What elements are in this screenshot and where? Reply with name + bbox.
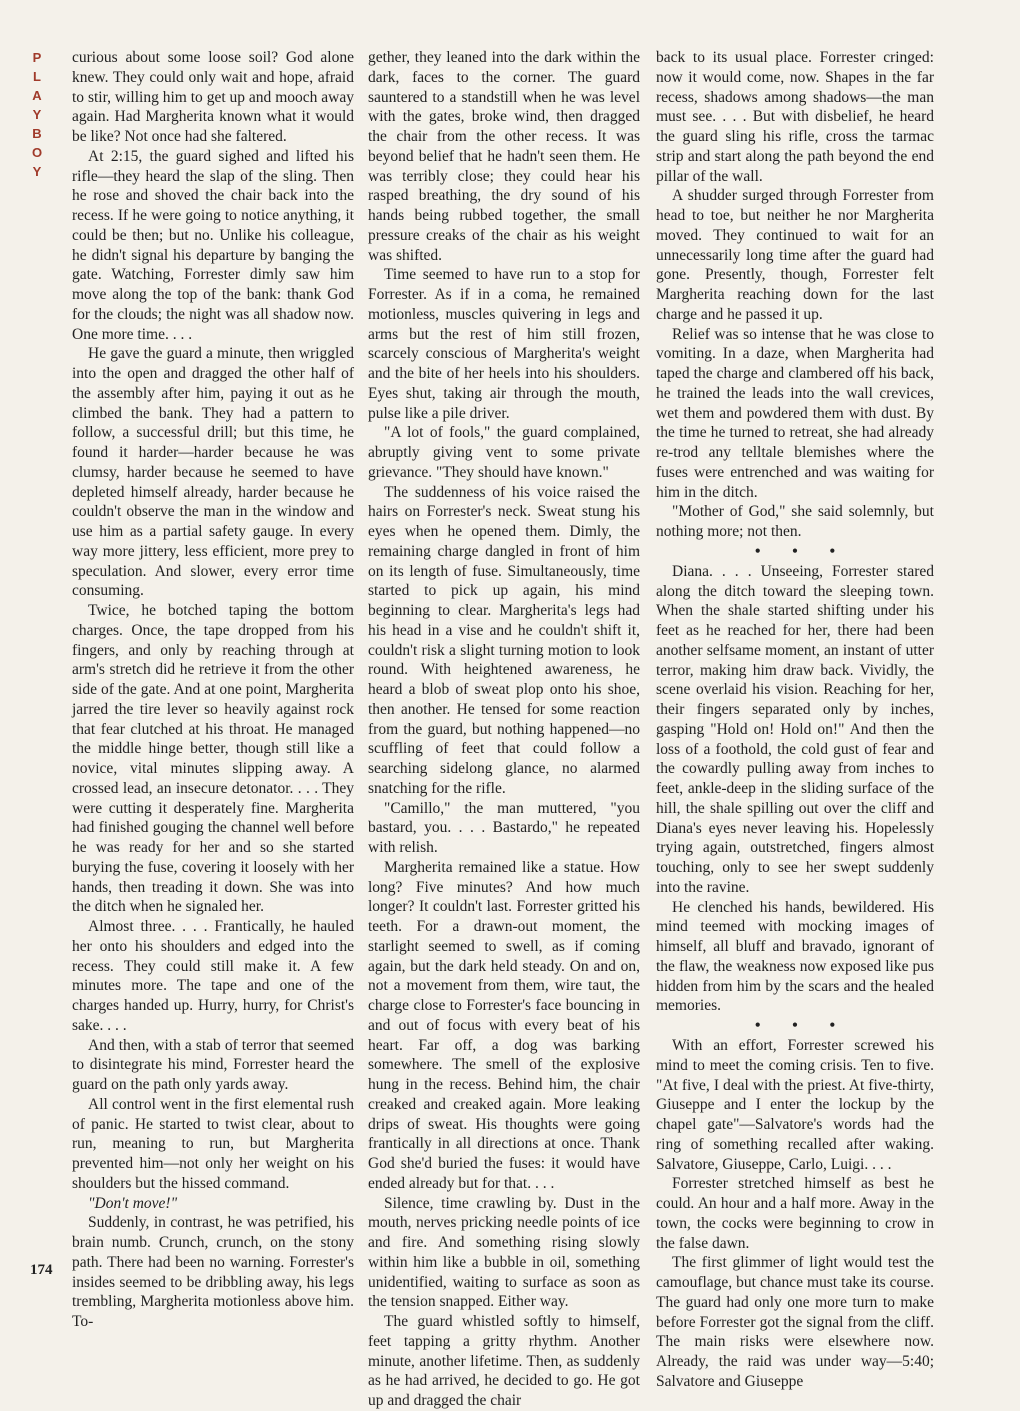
paragraph: "Mother of God," she said solemnly, but nothing more; not then. — [656, 503, 934, 540]
section-separator: • • • — [754, 1017, 850, 1034]
paragraph: Diana. . . . Unseeing, Forrester stared along the ditch toward the sleeping town. When the shale started shifting under his feet as he reached for her, there had been another selfsame moment, an instant of utter terror, making him draw back. Vividly, the scene overlaid his vision. Reaching for her, their fingers separated only by inches, gasping "Hold on! Hold on!" And then the loss of a foothold, the cold gust of fear and the cowardly pulling away from inches to feet, ankle-deep in the sliding surface of the hill, the shale spilling out over the cliff and Diana's eyes never leaving his. Hopelessly trying again, outstretched, fingers almost touching, only to see her swept suddenly into the ravine. — [656, 562, 934, 896]
paragraph: curious about some loose soil? God alone knew. They could only wait and hope, afraid to stir, willing him to get up and mooch away again. Had Margherita known what it would be like? Not once had she faltered. — [72, 49, 354, 145]
paragraph: Silence, time crawling by. Dust in the mouth, nerves pricking needle points of ice and fire. And something rising slowly within him like a bubble in oil, something unidentified, waiting to surface as soon as the tension snapped. Either way. — [368, 1194, 640, 1311]
paragraph: "A lot of fools," the guard complained, abruptly giving vent to some private grievance. "They should have known." — [368, 424, 640, 481]
paragraph: back to its usual place. Forrester cringed: now it would come, now. Shapes in the far recess, shadows among shadows—the man must see. . . . But with disbelief, he heard the guard sling his rifle, cross the tarmac strip and start along the path beyond the end pillar of the wall. — [656, 49, 934, 185]
paragraph: Suddenly, in contrast, he was petrified, his brain numb. Crunch, crunch, on the stony path. There had been no warning. Forrester's insides seemed to be dribbling away, his legs trembling, Margherita motionless above him. To- — [72, 1214, 354, 1330]
paragraph: He gave the guard a minute, then wriggled into the open and dragged the other half of the assembly after him, paying it out as he climbed the bank. They had a pattern to follow, a successful drill; but this time, he found it harder—harder because he was clumsy, harder because he seemed to have depleted himself already, harder because he couldn't observe the man in the window and use him as a partial safety gauge. In every way more jittery, less efficient, more prey to speculation. And slower, every error time consuming. — [72, 345, 354, 600]
paragraph: The first glimmer of light would test the camouflage, but chance must take its course. The guard had only one more turn to make before Forrester got the signal from the cliff. The main risks were elsewhere now. Already, the raid was under way—5:40; Salvatore and Giuseppe — [656, 1254, 934, 1390]
paragraph: And then, with a stab of terror that seemed to disintegrate his mind, Forrester heard the guard on the path only yards away. — [72, 1036, 354, 1093]
paragraph: At 2:15, the guard sighed and lifted his rifle—they heard the slap of the sling. Then he rose and shoved the chair back into the recess. If he were going to notice anything, it could be then; but no. Unlike his colleague, he didn't signal his departure by banging the gate. Watching, Forrester dimly saw him move along the top of the bank: thank God for the clouds; the night was all shadow now. One more time. . . . — [72, 147, 354, 343]
title-letter: O — [31, 145, 43, 160]
paragraph: All control went in the first elemental rush of panic. He started to twist clear, about to run, meaning to run, but Margherita prevented him—not only her weight on his shoulders but the hissed command. — [72, 1095, 354, 1192]
section-separator: • • • — [754, 542, 850, 560]
paragraph: The guard whistled softly to himself, feet tapping a gritty rhythm. Another minute, another lifetime. Then, as suddenly as he had arrived, he decided to go. He got up and dragged the chair — [368, 1313, 640, 1409]
paragraph: Almost three. . . . Frantically, he hauled her onto his shoulders and edged into the recess. They could still make it. A few minutes more. The tape and one of the charges handed up. Hurry, hurry, for Christ's sake. . . . — [72, 918, 354, 1034]
paragraph: Relief was so intense that he was close to vomiting. In a daze, when Margherita had taped the charge and clambered off his back, he trained the leads into the wall crevices, wet them and powdered them with dust. By the time he turned to retreat, she had already re-trod any telltale blemishes where the fuses were entrenched and was waiting for him in the ditch. — [656, 325, 934, 501]
paragraph: "Camillo," the man muttered, "you bastard, you. . . . Bastardo," he repeated with relish. — [368, 799, 640, 856]
magazine-title-vertical — [28, 48, 46, 181]
text-column-2 — [368, 48, 640, 1411]
paragraph: With an effort, Forrester screwed his mind to meet the coming crisis. Ten to five. "At five, I deal with the priest. At five-thirty, Giuseppe and I enter the lockup by the chapel gate"—Salvatore's words had the ring of something recalled after waking. Salvatore, Giuseppe, Carlo, Luigi. . . . — [656, 1037, 934, 1173]
title-letter: Y — [32, 107, 42, 122]
text-column-1 — [72, 48, 354, 1332]
paragraph: Forrester stretched himself as best he could. An hour and a half more. Away in the town, the cocks were beginning to crow in the false dawn. — [656, 1175, 934, 1252]
paragraph: Time seemed to have run to a stop for Forrester. As if in a coma, he remained motionless, muscles quivering in legs and arms but the rest of him still frozen, scarcely conscious of Margherita's weight and the bite of her heels into his shoulders. Eyes shut, taking air through the mouth, pulse like a pile driver. — [368, 266, 640, 422]
paragraph: "Don't move!" — [88, 1194, 178, 1212]
paragraph: The suddenness of his voice raised the hairs on Forrester's neck. Sweat stung his eyes when he opened them. Dimly, the remaining charge dangled in front of him on its length of fuse. Simultaneously, time started to pick up again, his mind beginning to clear. Margherita's legs had his head in a vise and he couldn't shift it, couldn't risk a slight turning motion to look round. With heightened awareness, he heard a blob of sweat plop onto his shoe, then another. He tensed for some reaction from the guard, but nothing happened—no scuffling of feet that could follow a searching sidelong glance, no alarmed snatching for the rifle. — [368, 483, 640, 797]
paragraph: He clenched his hands, bewildered. His mind teemed with mocking images of himself, all bluff and bravado, ignorant of the flaw, the weakness now exposed like pus hidden from him by the scars and the healed memories. — [656, 898, 934, 1015]
text-column-3 — [656, 48, 934, 1392]
title-letter: Y — [32, 164, 42, 179]
title-letter: B — [32, 126, 42, 141]
title-letter: L — [33, 69, 41, 84]
page-number: 174 — [30, 1262, 53, 1278]
paragraph: Margherita remained like a statue. How long? Five minutes? And how much longer? It couldn't last. Forrester gritted his teeth. For a drawn-out moment, the starlight seemed to swell, as if coming again, but the dark held steady. On and on, not a movement from them, wire taut, the charge close to Forrester's face bouncing in and out of focus with every beat of his heart. Far off, a dog was barking somewhere. The smell of the explosive hung in the recess. Behind him, the chair creaked and creaked again. More leaking drips of sweat. His thoughts were going frantically in all directions at once. Thank God she'd buried the fuses: it would have ended already but for that. . . . — [368, 858, 640, 1192]
paragraph: Twice, he botched taping the bottom charges. Once, the tape dropped from his fingers, and only by reaching through at arm's stretch did he retrieve it from the other side of the gate. And at one point, Margherita jarred the tire lever so heavily against rock that fear clutched at his throat. He managed the middle hinge better, though still like a novice, vital minutes slipping away. A crossed lead, an insecure detonator. . . . They were cutting it desperately fine. Margherita had finished gouging the channel well before he was ready for her and so she started burying the fuse, covering it loosely with her hands, then treading it down. She was into the ditch when he signaled her. — [72, 602, 354, 916]
paragraph: gether, they leaned into the dark within the dark, faces to the corner. The guard sauntered to a standstill when he was level with the gates, broke wind, then dragged the chair from the other recess. It was beyond belief that he hadn't seen them. He was terribly close; they could hear his rasped breathing, the dry sound of his hands being rubbed together, the small pressure creaks of the chair as his weight was shifted. — [368, 49, 640, 264]
title-letter: P — [32, 50, 42, 65]
paragraph: A shudder surged through Forrester from head to toe, but neither he nor Margherita moved. They continued to wait for an unnecessarily long time after the guard had gone. Presently, though, Forrester felt Margherita reaching down for the last charge and he passed it up. — [656, 187, 934, 323]
title-letter: A — [32, 88, 42, 103]
